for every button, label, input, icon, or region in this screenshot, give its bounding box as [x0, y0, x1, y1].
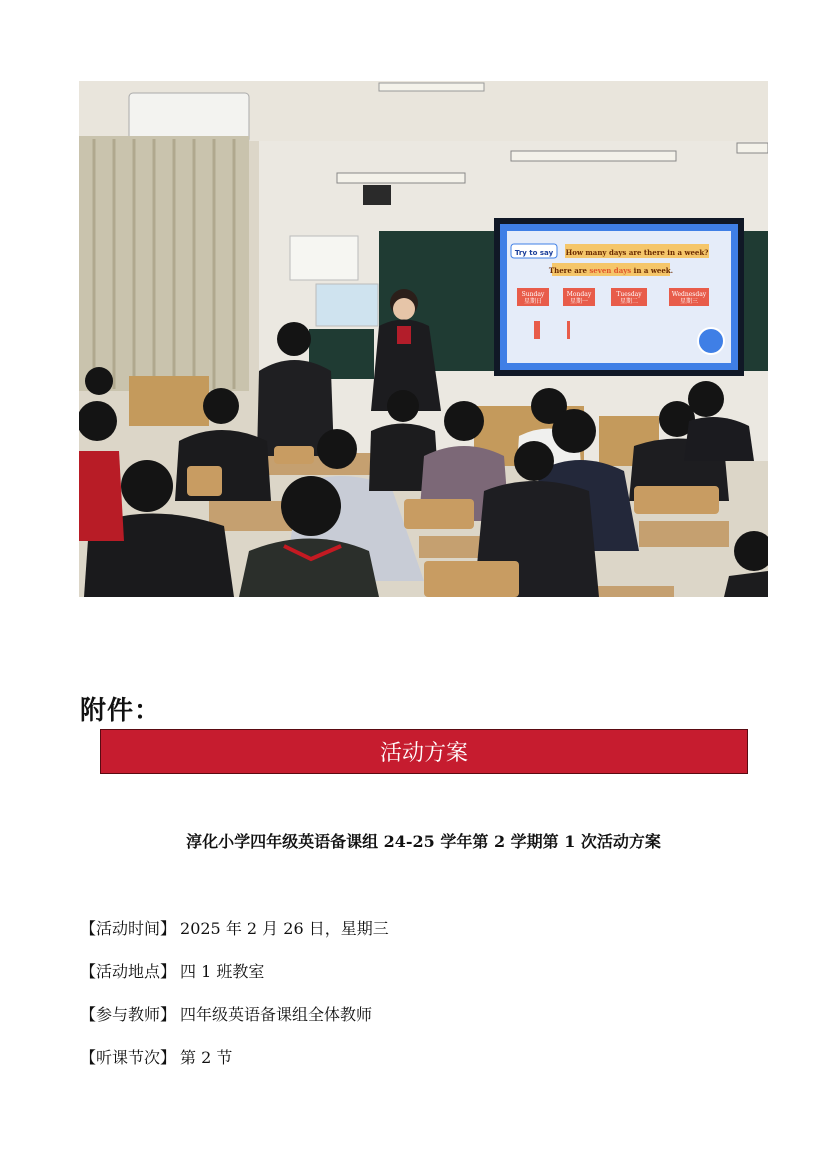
slide-day-en: Monday: [566, 291, 592, 298]
info-value: 2025 年 2 月 26 日，星期三: [180, 919, 389, 938]
activity-plan-banner: [100, 729, 748, 774]
banner-text: 活动方案: [379, 741, 468, 766]
info-label: 【听课节次】: [80, 1048, 177, 1067]
info-line-teachers: [80, 1002, 372, 1025]
slide-question: How many days are there in a week?: [565, 248, 709, 257]
slide-day-cn: 星期日: [523, 298, 543, 305]
slide-day-en: Tuesday: [616, 291, 642, 298]
info-line-time: [80, 916, 389, 939]
info-label: 【活动时间】: [80, 919, 177, 938]
info-line-period: [80, 1045, 232, 1068]
slide-badge: Try to say: [514, 249, 554, 257]
info-value: 四 1 班教室: [180, 962, 265, 981]
info-value: 四年级英语备课组全体教师: [180, 1005, 373, 1024]
info-label: 【活动地点】: [80, 962, 177, 981]
info-line-location: [80, 959, 264, 982]
attachment-label: 附件：: [80, 696, 162, 726]
slide-day-en: Wednesday: [671, 291, 707, 298]
slide-answer: There are seven days in a week.: [548, 266, 674, 275]
slide-day-cn: 星期一: [569, 298, 589, 305]
info-value: 第 2 节: [180, 1048, 233, 1067]
classroom-photo: [79, 81, 768, 597]
info-label: 【参与教师】: [80, 1005, 177, 1024]
document-title: 淳化小学四年级英语备课组 24-25 学年第 2 学期第 1 次活动方案: [186, 832, 661, 851]
slide-day-cn: 星期二: [619, 298, 639, 305]
slide-day-cn: 星期三: [679, 298, 699, 305]
slide-day-en: Sunday: [521, 291, 545, 298]
